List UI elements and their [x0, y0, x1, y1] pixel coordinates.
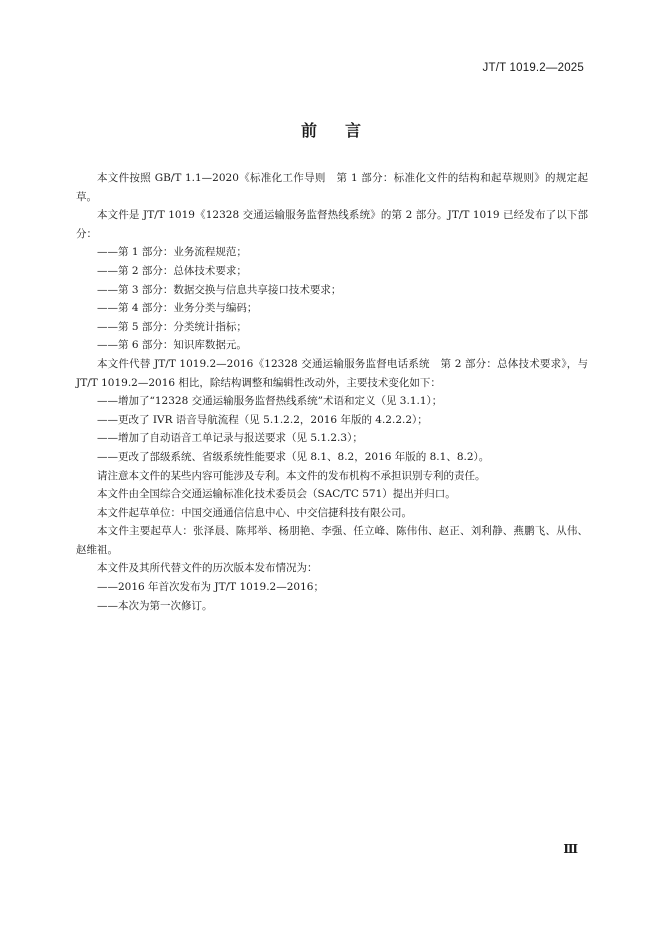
page-number: Ⅲ	[563, 842, 578, 856]
foreword-body	[76, 169, 588, 615]
list-item: ——第 4 部分：业务分类与编码；	[97, 302, 258, 315]
paragraph: 本文件是 JT/T 1019《12328 交通运输服务监督热线系统》的第 2 部分。JT/T 1019 已经发布了以下部分：	[76, 209, 588, 240]
list-item: ——更改了部级系统、省级系统性能要求（见 8.1、8.2，2016 年版的 8.1、8.2）。	[97, 450, 490, 463]
paragraph: 本文件及其所代替文件的历次版本发布情况为：	[97, 562, 318, 575]
paragraph: 本文件由全国综合交通运输标准化技术委员会（SAC/TC 571）提出并归口。	[97, 488, 456, 501]
paragraph: 本文件代替 JT/T 1019.2—2016《12328 交通运输服务监督电话系统 第 2 部分：总体技术要求》，与 JT/T 1019.2—2016 相比，除结构调整和编辑性改动外，主要技术变化如下：	[76, 357, 588, 389]
paragraph: 本文件主要起草人：张泽晨、陈邦举、杨朋艳、李强、任立峰、陈伟伟、赵正、刘利静、燕鹏飞、从伟、赵维祖。	[76, 525, 588, 556]
page-title: 前言	[300, 121, 389, 140]
paragraph: 本文件按照 GB/T 1.1—2020《标准化工作导则 第 1 部分：标准化文件的结构和起草规则》的规定起草。	[76, 172, 588, 203]
list-item: ——本次为第一次修订。	[97, 599, 213, 612]
list-item: ——第 1 部分：业务流程规范；	[97, 246, 247, 259]
paragraph: 本文件起草单位：中国交通通信信息中心、中交信捷科技有限公司。	[97, 506, 412, 519]
document-code: JT/T 1019.2—2025	[482, 62, 584, 74]
list-item: ——第 2 部分：总体技术要求；	[97, 264, 247, 277]
list-item: ——第 3 部分：数据交换与信息共享接口技术要求；	[97, 283, 342, 296]
list-item: ——第 6 部分：知识库数据元。	[97, 339, 247, 352]
list-item: ——第 5 部分：分类统计指标；	[97, 320, 247, 333]
list-item: ——增加了自动语音工单记录与报送要求（见 5.1.2.3）；	[97, 432, 363, 445]
paragraph: 请注意本文件的某些内容可能涉及专利。本文件的发布机构不承担识别专利的责任。	[97, 469, 486, 482]
list-item: ——更改了 IVR 语音导航流程（见 5.1.2.2，2016 年版的 4.2.2.2）；	[97, 413, 428, 426]
list-item: ——增加了“12328 交通运输服务监督热线系统”术语和定义（见 3.1.1）；	[97, 395, 443, 408]
list-item: ——2016 年首次发布为 JT/T 1019.2—2016；	[97, 581, 324, 594]
